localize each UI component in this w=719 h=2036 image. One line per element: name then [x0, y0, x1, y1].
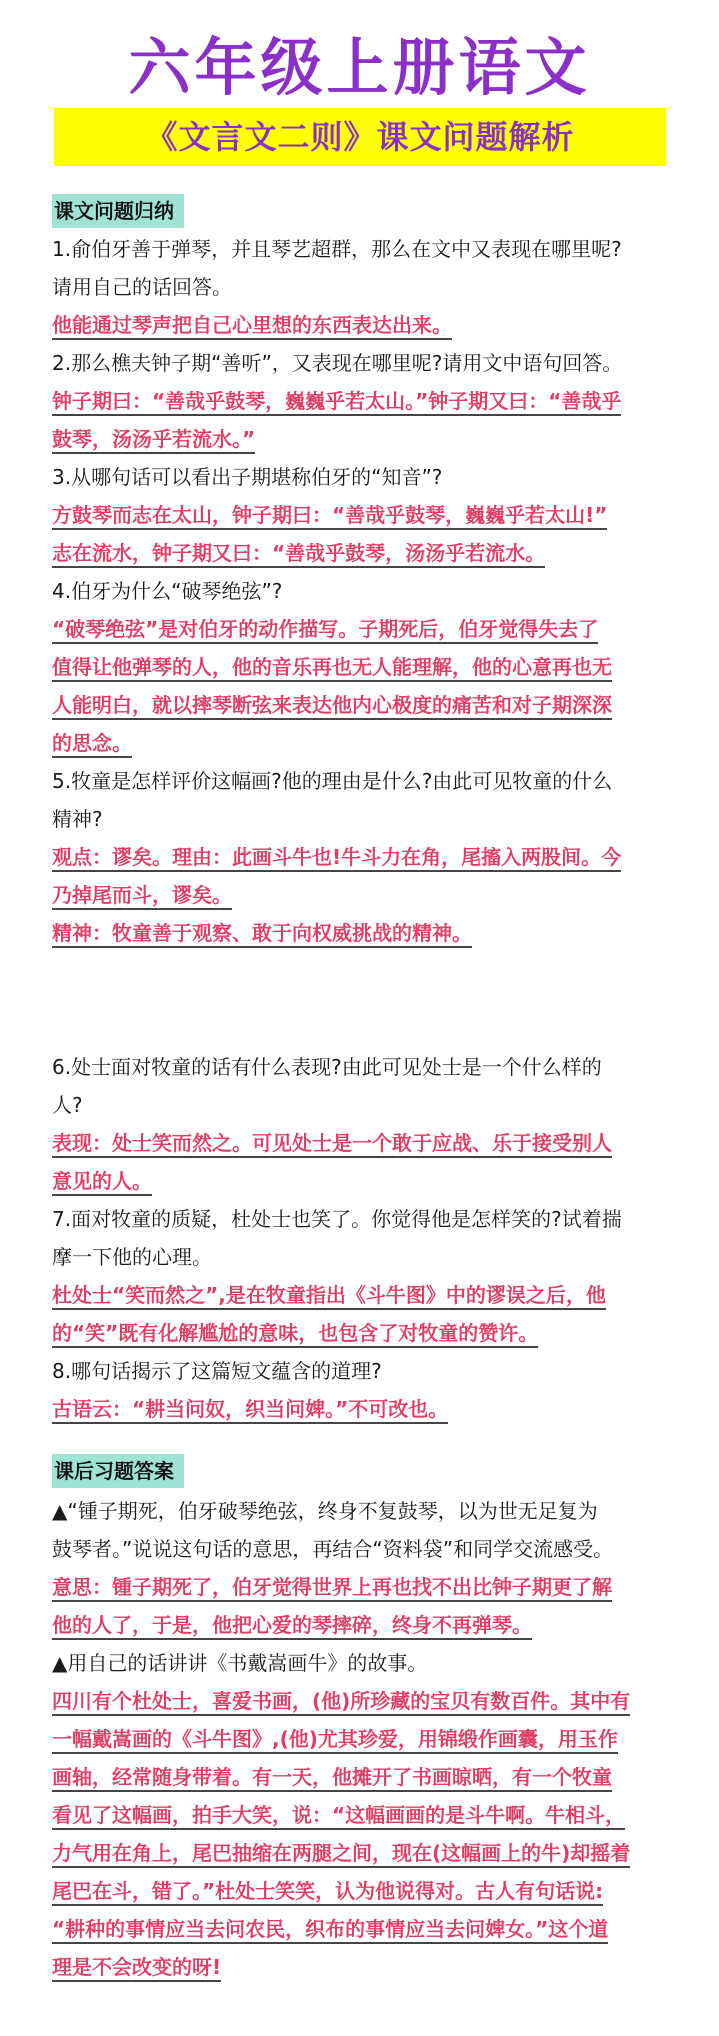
answer-line	[52, 648, 674, 686]
answer-text: 表现：处士笑而然之。可见处士是一个敢于应战、乐于接受别人	[52, 1131, 612, 1158]
answer-text: 四川有个杜处士，喜爱书画，(他)所珍藏的宝贝有数百件。其中有	[52, 1689, 630, 1716]
answer-line	[52, 1682, 674, 1720]
answer-text: 的思念。	[52, 731, 132, 758]
answer-line	[52, 1124, 674, 1162]
subtitle-banner: 《文言文二则》课文问题解析	[54, 108, 666, 166]
question-line: 3.从哪句话可以看出子期堪称伯牙的“知音”?	[52, 465, 443, 489]
answer-line	[52, 1606, 674, 1644]
answer-line	[52, 496, 674, 534]
answer-text: 观点：谬矣。理由：此画斗牛也!牛斗力在角，尾搐入两股间。今	[52, 845, 621, 872]
question-line: 2.那么樵夫钟子期“善听”，又表现在哪里呢?请用文中语句回答。	[52, 351, 623, 375]
question-line: 8.哪句话揭示了这篇短文蕴含的道理?	[52, 1359, 382, 1383]
question-line: 6.处士面对牧童的话有什么表现?由此可见处士是一个什么样的	[52, 1055, 602, 1079]
answer-text: 值得让他弹琴的人，他的音乐再也无人能理解，他的心意再也无	[52, 655, 612, 682]
question-line: 人?	[52, 1093, 83, 1117]
answer-line	[52, 1948, 674, 1986]
answer-text: 方鼓琴而志在太山，钟子期曰：“善哉乎鼓琴，巍巍乎若太山!”	[52, 503, 607, 530]
answer-line	[52, 1276, 674, 1314]
answer-line	[52, 1390, 674, 1428]
answer-text: 画轴，经常随身带着。有一天，他摊开了书画晾晒，有一个牧童	[52, 1765, 612, 1792]
answer-text: 鼓琴，汤汤乎若流水。”	[52, 427, 255, 454]
questions-block-1	[52, 230, 674, 952]
question-line: 4.伯牙为什么“破琴绝弦”?	[52, 579, 283, 603]
exercise-answers-block	[52, 1492, 674, 1986]
section-heading-questions: 课文问题归纳	[52, 194, 184, 228]
answer-line	[52, 1162, 674, 1200]
answer-text: 一幅戴嵩画的《斗牛图》,(他)尤其珍爱，用锦缎作画囊，用玉作	[52, 1727, 618, 1754]
answer-line	[52, 1872, 674, 1910]
answer-text: 的“笑”既有化解尴尬的意味，也包含了对牧童的赞许。	[52, 1321, 538, 1348]
answer-text: 他的人了，于是，他把心爱的琴摔碎，终身不再弹琴。	[52, 1613, 532, 1640]
answer-line	[52, 1834, 674, 1872]
answer-text: 意见的人。	[52, 1169, 152, 1196]
question-line: 请用自己的话回答。	[52, 275, 232, 299]
question-line: 5.牧童是怎样评价这幅画?他的理由是什么?由此可见牧童的什么	[52, 769, 613, 793]
answer-text: “耕种的事情应当去问农民，织布的事情应当去问婢女。”这个道	[52, 1917, 608, 1944]
answer-text: 他能通过琴声把自己心里想的东西表达出来。	[52, 313, 452, 340]
answer-text: 杜处士“笑而然之”,是在牧童指出《斗牛图》中的谬误之后，他	[52, 1283, 606, 1310]
questions-block-2	[52, 1048, 674, 1428]
answer-text: 看见了这幅画，拍手大笑，说：“这幅画画的是斗牛啊。牛相斗，	[52, 1803, 625, 1830]
question-line: ▲“锺子期死，伯牙破琴绝弦，终身不复鼓琴，以为世无足复为	[52, 1499, 598, 1523]
answer-line	[52, 382, 674, 420]
answer-text: 志在流水，钟子期又曰：“善哉乎鼓琴，汤汤乎若流水。	[52, 541, 545, 568]
answer-line	[52, 1568, 674, 1606]
question-line: 1.俞伯牙善于弹琴，并且琴艺超群，那么在文中又表现在哪里呢?	[52, 237, 622, 261]
answer-text: 理是不会改变的呀!	[52, 1955, 221, 1982]
question-line: 鼓琴者。”说说这句话的意思，再结合“资料袋”和同学交流感受。	[52, 1537, 614, 1561]
answer-line	[52, 724, 674, 762]
question-line: 7.面对牧童的质疑，杜处士也笑了。你觉得他是怎样笑的?试着揣	[52, 1207, 622, 1231]
answer-text: 乃掉尾而斗，谬矣。	[52, 883, 232, 910]
answer-line	[52, 1314, 674, 1352]
answer-line	[52, 610, 674, 648]
answer-line	[52, 306, 674, 344]
answer-line	[52, 420, 674, 458]
answer-line	[52, 686, 674, 724]
answer-line	[52, 876, 674, 914]
answer-text: 意思：锺子期死了，伯牙觉得世界上再也找不出比钟子期更了解	[52, 1575, 612, 1602]
question-line: 精神?	[52, 807, 103, 831]
answer-text: 力气用在角上，尾巴抽缩在两腿之间，现在(这幅画上的牛)却摇着	[52, 1841, 630, 1868]
question-line: 摩一下他的心理。	[52, 1245, 212, 1269]
question-line: ▲用自己的话讲讲《书戴嵩画牛》的故事。	[52, 1651, 428, 1675]
answer-line	[52, 838, 674, 876]
answer-line	[52, 914, 674, 952]
answer-line	[52, 1758, 674, 1796]
answer-text: 人能明白，就以摔琴断弦来表达他内心极度的痛苦和对子期深深	[52, 693, 612, 720]
answer-line	[52, 534, 674, 572]
answer-line	[52, 1720, 674, 1758]
answer-text: 古语云：“耕当问奴，织当问婢。”不可改也。	[52, 1397, 448, 1424]
answer-line	[52, 1796, 674, 1834]
page-title: 六年级上册语文	[128, 31, 591, 104]
answer-text: 钟子期曰：“善哉乎鼓琴，巍巍乎若太山。”钟子期又曰：“善哉乎	[52, 389, 621, 416]
answer-text: 精神：牧童善于观察、敢于向权威挑战的精神。	[52, 921, 472, 948]
answer-line	[52, 1910, 674, 1948]
answer-text: 尾巴在斗，错了。”杜处士笑笑，认为他说得对。古人有句话说:	[52, 1879, 603, 1906]
answer-text: “破琴绝弦”是对伯牙的动作描写。子期死后，伯牙觉得失去了	[52, 617, 598, 644]
section-heading-exercises: 课后习题答案	[52, 1454, 184, 1488]
